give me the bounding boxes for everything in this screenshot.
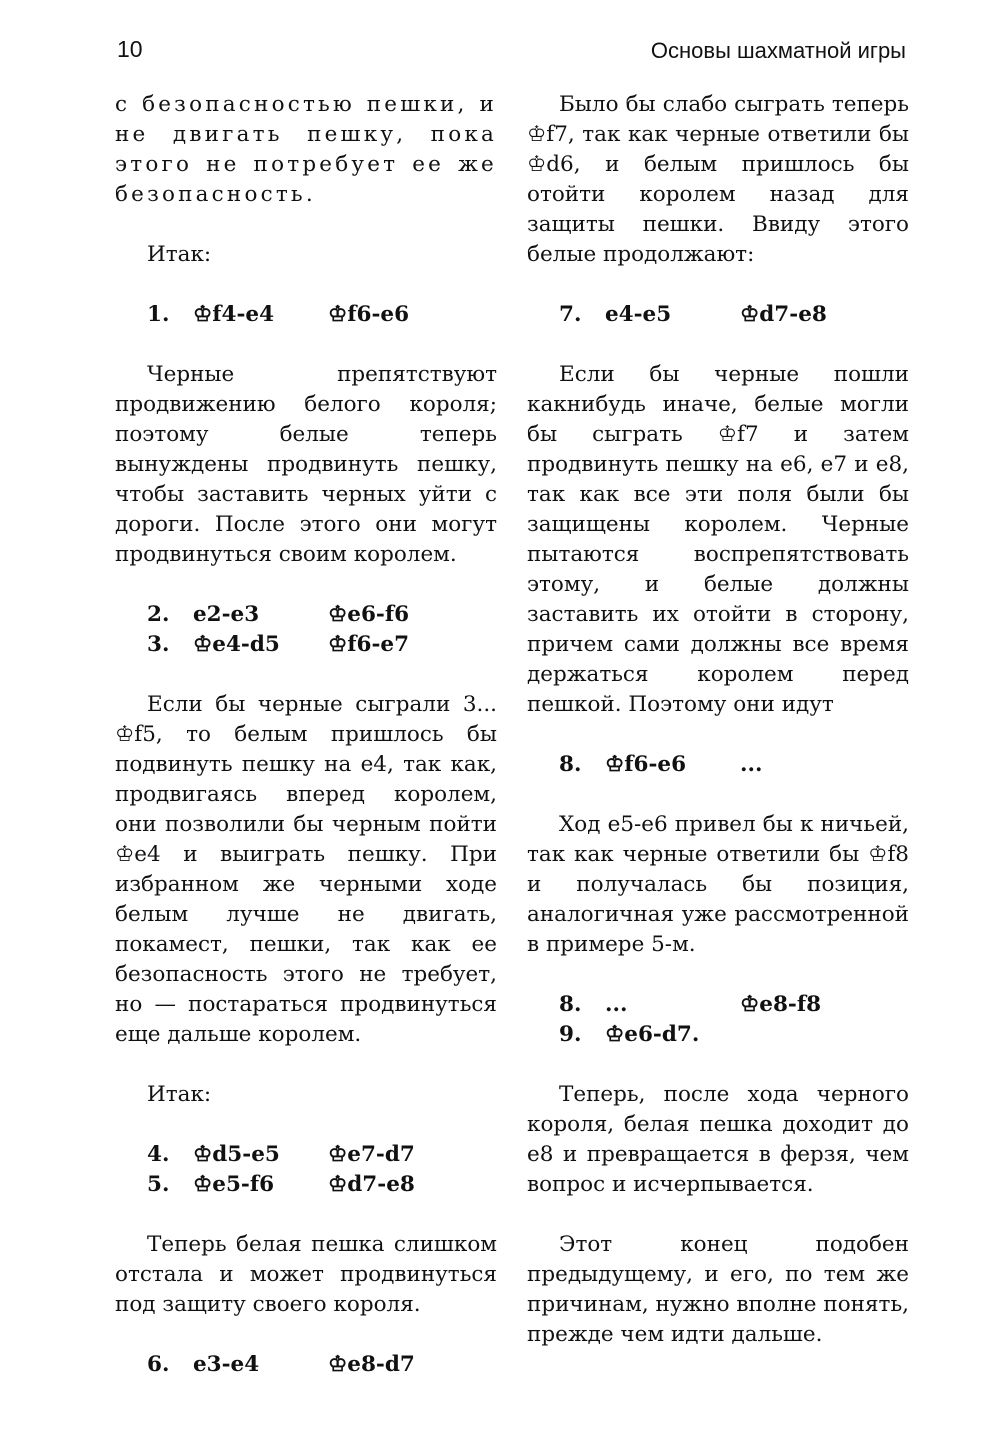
move-row xyxy=(115,630,497,660)
paragraph: Теперь белая пешка слишком отстала и может продвинуться под защиту своего короля. xyxy=(115,1232,497,1317)
black-move: ♔f6-e6 xyxy=(328,302,410,327)
running-title: Основы шахматной игры xyxy=(650,38,906,63)
move-row xyxy=(115,1350,497,1380)
move-row xyxy=(527,750,909,780)
black-move: ... xyxy=(740,752,763,777)
move-number: 4. xyxy=(147,1142,170,1167)
black-move: ♔f6-e7 xyxy=(328,632,410,657)
move-list xyxy=(527,750,909,780)
black-move: ♔d7-e8 xyxy=(328,1172,415,1197)
white-move: ... xyxy=(605,992,628,1017)
page-number: 10 xyxy=(117,36,143,62)
move-list xyxy=(527,300,909,330)
black-move: ♔e6-f6 xyxy=(328,602,410,627)
move-list xyxy=(115,300,497,330)
paragraph: Теперь, после хода черного короля, белая пешка доходит до e8 и превращается в ферзя, чем вопрос и исчерпывается. xyxy=(527,1082,909,1197)
white-move: ♔f6-e6 xyxy=(605,752,687,777)
move-row xyxy=(115,1170,497,1200)
move-list xyxy=(115,1350,497,1380)
move-number: 8. xyxy=(559,752,582,777)
move-row xyxy=(527,990,909,1020)
move-row xyxy=(527,1020,909,1050)
left-column xyxy=(115,90,497,1410)
move-row xyxy=(115,600,497,630)
paragraph: Итак: xyxy=(147,1082,212,1107)
paragraph: с безопасностью пешки, и не двигать пешку, пока этого не потребует ее же безопасность. xyxy=(115,92,497,207)
white-move: ♔e4-d5 xyxy=(193,632,280,657)
paragraph: Если бы черные сыграли 3... ♔f5, то белым пришлось бы подвинуть пешку на e4, так как, продвигаясь вперед королем, они позволили бы черным пойти ♔e4 и выиграть пешку. При избранном же черными ходе белым лучше не двигать, покамест, пешки, так как ее безопасность этого не требует, но — постараться продвинуться еще дальше королем. xyxy=(115,692,497,1047)
move-row xyxy=(115,300,497,330)
white-move: e3-e4 xyxy=(193,1352,260,1377)
move-row xyxy=(115,1140,497,1170)
white-move: e2-e3 xyxy=(193,602,260,627)
white-move: ♔f4-e4 xyxy=(193,302,275,327)
paragraph: Если бы черные пошли какнибудь иначе, белые могли бы сыграть ♔f7 и затем продвинуть пешку на e6, e7 и e8, так как все эти поля были бы защищены королем. Черные пытаются воспрепятствовать этому, и белые должны заставить их отойти в сторону, причем сами должны все время держаться королем перед пешкой. Поэтому они идут xyxy=(527,362,909,717)
move-number: 6. xyxy=(147,1352,170,1377)
black-move: ♔d7-e8 xyxy=(740,302,827,327)
white-move: ♔d5-e5 xyxy=(193,1142,280,1167)
white-move: ♔e5-f6 xyxy=(193,1172,275,1197)
move-list xyxy=(115,600,497,660)
black-move: ♔e7-d7 xyxy=(328,1142,415,1167)
move-number: 8. xyxy=(559,992,582,1017)
paragraph: Черные препятствуют продвижению белого короля; поэтому белые теперь вынуждены продвинуть пешку, чтобы заставить черных уйти с дороги. После этого они могут продвинуться своим королем. xyxy=(115,362,497,567)
move-list xyxy=(115,1140,497,1200)
move-number: 2. xyxy=(147,602,170,627)
move-number: 9. xyxy=(559,1022,582,1047)
move-number: 7. xyxy=(559,302,582,327)
white-move: ♔e6-d7. xyxy=(605,1022,700,1047)
paragraph: Итак: xyxy=(147,242,212,267)
move-number: 5. xyxy=(147,1172,170,1197)
black-move: ♔e8-d7 xyxy=(328,1352,415,1377)
move-list xyxy=(527,990,909,1050)
white-move: e4-e5 xyxy=(605,302,672,327)
paragraph: Этот конец подобен предыдущему, и его, по тем же причинам, нужно вполне понять, прежде чем идти дальше. xyxy=(527,1232,909,1347)
move-number: 1. xyxy=(147,302,170,327)
black-move: ♔e8-f8 xyxy=(740,992,822,1017)
paragraph: Ход e5-e6 привел бы к ничьей, так как черные ответили бы ♔f8 и получалась бы позиция, аналогичная уже рассмотренной в примере 5-м. xyxy=(527,812,909,957)
move-number: 3. xyxy=(147,632,170,657)
paragraph: Было бы слабо сыграть теперь ♔f7, так как черные ответили бы ♔d6, и белым пришлось бы отойти королем назад для защиты пешки. Ввиду этого белые продолжают: xyxy=(527,92,909,267)
move-row xyxy=(527,300,909,330)
right-column xyxy=(527,90,909,1380)
